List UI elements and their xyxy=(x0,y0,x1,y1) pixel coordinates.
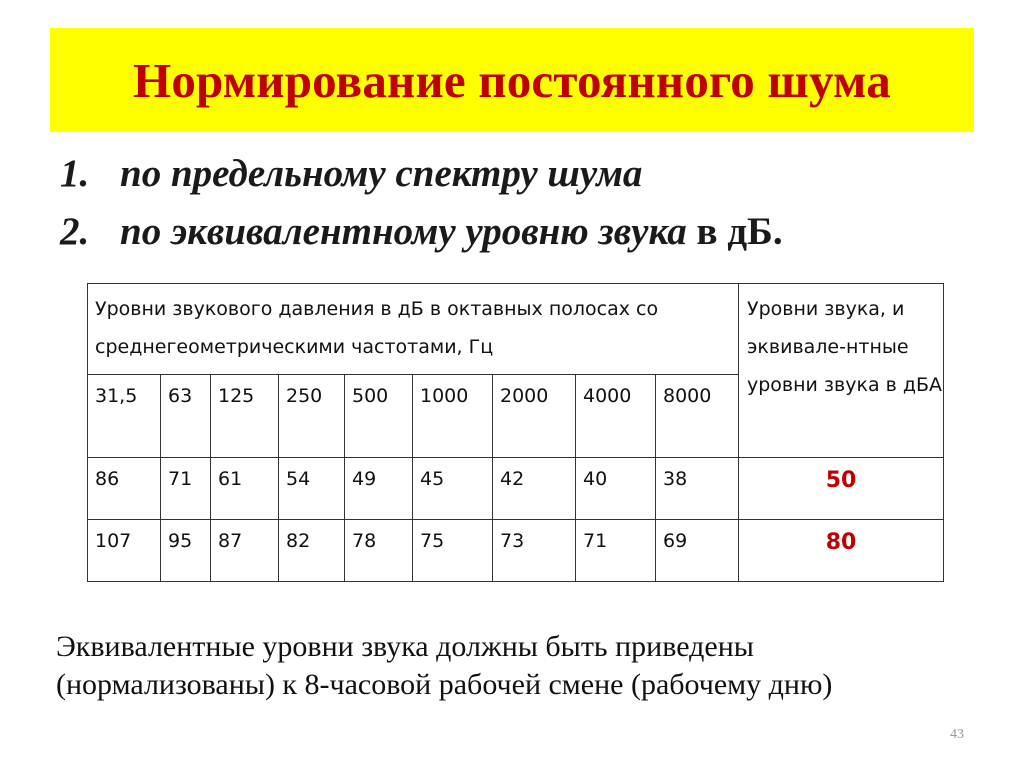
table-cell: 107 xyxy=(88,520,161,582)
frequency-cell: 8000 xyxy=(656,375,739,458)
table-cell: 71 xyxy=(161,458,211,520)
list-item xyxy=(60,203,783,261)
table-cell: 78 xyxy=(345,520,413,582)
table-row xyxy=(88,520,944,582)
table-row xyxy=(88,458,944,520)
table-header-row xyxy=(88,284,944,375)
table-cell: 42 xyxy=(493,458,576,520)
table-cell: 87 xyxy=(211,520,279,582)
frequency-cell: 125 xyxy=(211,375,279,458)
table-cell: 38 xyxy=(656,458,739,520)
list-item xyxy=(60,145,783,203)
table-cell: 40 xyxy=(576,458,656,520)
list-item-text: по эквивалентному уровню звука xyxy=(120,210,687,253)
criteria-list xyxy=(60,145,783,261)
title-banner xyxy=(50,28,974,132)
header-sound-level: Уровни звука, и эквивале-нтные уровни звука в дБА xyxy=(739,284,944,458)
noise-limits-table xyxy=(87,283,944,582)
frequency-cell: 1000 xyxy=(413,375,493,458)
list-item-text: по предельному спектру шума xyxy=(120,152,643,195)
table-cell: 71 xyxy=(576,520,656,582)
frequency-cell: 250 xyxy=(279,375,345,458)
frequency-cell: 4000 xyxy=(576,375,656,458)
slide-title: Нормирование постоянного шума xyxy=(133,52,891,108)
note-text: Эквивалентные уровни звука должны быть приведены (нормализованы) к 8-часовой рабочей смене (рабочему дню) xyxy=(56,630,833,701)
list-item-number: 2. xyxy=(60,210,90,253)
header-sound-pressure: Уровни звукового давления в дБ в октавных полосах со среднегеометрическими частотами, Гц xyxy=(88,284,739,375)
frequency-cell: 31,5 xyxy=(88,375,161,458)
list-item-number: 1. xyxy=(60,152,90,195)
frequency-cell: 500 xyxy=(345,375,413,458)
table-cell: 69 xyxy=(656,520,739,582)
table-cell: 61 xyxy=(211,458,279,520)
frequency-cell: 63 xyxy=(161,375,211,458)
table-cell: 82 xyxy=(279,520,345,582)
table-cell: 73 xyxy=(493,520,576,582)
table-cell: 54 xyxy=(279,458,345,520)
frequency-cell: 2000 xyxy=(493,375,576,458)
table-cell: 86 xyxy=(88,458,161,520)
table-cell: 95 xyxy=(161,520,211,582)
table-cell: 45 xyxy=(413,458,493,520)
table-cell: 75 xyxy=(413,520,493,582)
page-number: 43 xyxy=(950,727,964,742)
list-item-suffix: в дБ. xyxy=(686,210,783,253)
sound-level-value: 80 xyxy=(739,520,944,582)
sound-level-value: 50 xyxy=(739,458,944,520)
table-cell: 49 xyxy=(345,458,413,520)
